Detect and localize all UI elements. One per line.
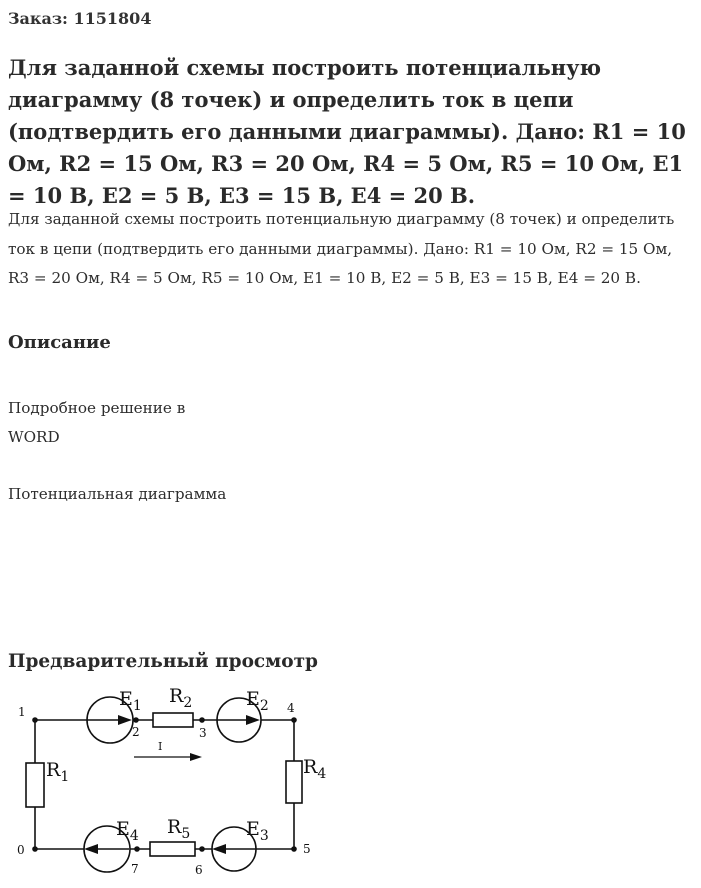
node-label-1: 1	[18, 705, 26, 719]
node-label-2: 2	[132, 725, 140, 739]
node-label-7: 7	[131, 862, 139, 876]
node-label-0: 0	[17, 843, 25, 857]
potential-diagram-text: Потенциальная диаграмма	[8, 485, 227, 503]
node-label-3: 3	[199, 726, 207, 740]
node-label-5: 5	[303, 842, 311, 856]
task-description: Для заданной схемы построить потенциальную диаграмму (8 точек) и определить ток в цепи (подтвердить его данными диаграммы). Дано: R1 = 10 Ом, R2 = 15 Ом, R3 = 20 Ом, R4 = 5 Ом, R5 = 10 Ом, E1 = 10 В, E2 = 5 В, E3 = 15 В, E4 = 20 В.	[8, 210, 675, 287]
current-label: I	[158, 740, 163, 753]
label-e1: $E_1$	[119, 688, 142, 714]
order-number: Заказ: 1151804	[8, 9, 152, 28]
resistor-r5	[150, 842, 195, 856]
circuit-diagram	[8, 683, 328, 883]
node-label-4: 4	[287, 701, 295, 715]
detail-solution-text: Подробное решение в WORD	[8, 399, 186, 446]
label-r4: $R_4$	[303, 756, 327, 782]
resistor-r2	[153, 713, 193, 727]
preview-heading: Предварительный просмотр	[8, 651, 318, 672]
page-title: Для заданной схемы построить потенциальную диаграмму (8 точек) и определить ток в цепи (подтвердить его данными диаграммы). Дано: R1 = 10 Ом, R2 = 15 Ом, R3 = 20 Ом, R4 = 5 Ом, R5 = 10 Ом, E1 = 10 В, E2 = 5 В, E3 = 15 В, E4 = 20 В.	[8, 55, 686, 208]
current-arrow	[134, 753, 202, 761]
label-r5: $R_5$	[167, 816, 191, 842]
label-e2: $E_2$	[246, 688, 269, 714]
description-heading: Описание	[8, 332, 111, 353]
label-r1: $R_1$	[46, 759, 70, 785]
resistor-r1	[26, 763, 44, 807]
label-r2: $R_2$	[169, 685, 193, 711]
resistor-r4	[286, 761, 302, 803]
label-e3: $E_3$	[246, 818, 269, 844]
label-e4: $E_4$	[116, 818, 139, 844]
node-label-6: 6	[195, 863, 203, 877]
